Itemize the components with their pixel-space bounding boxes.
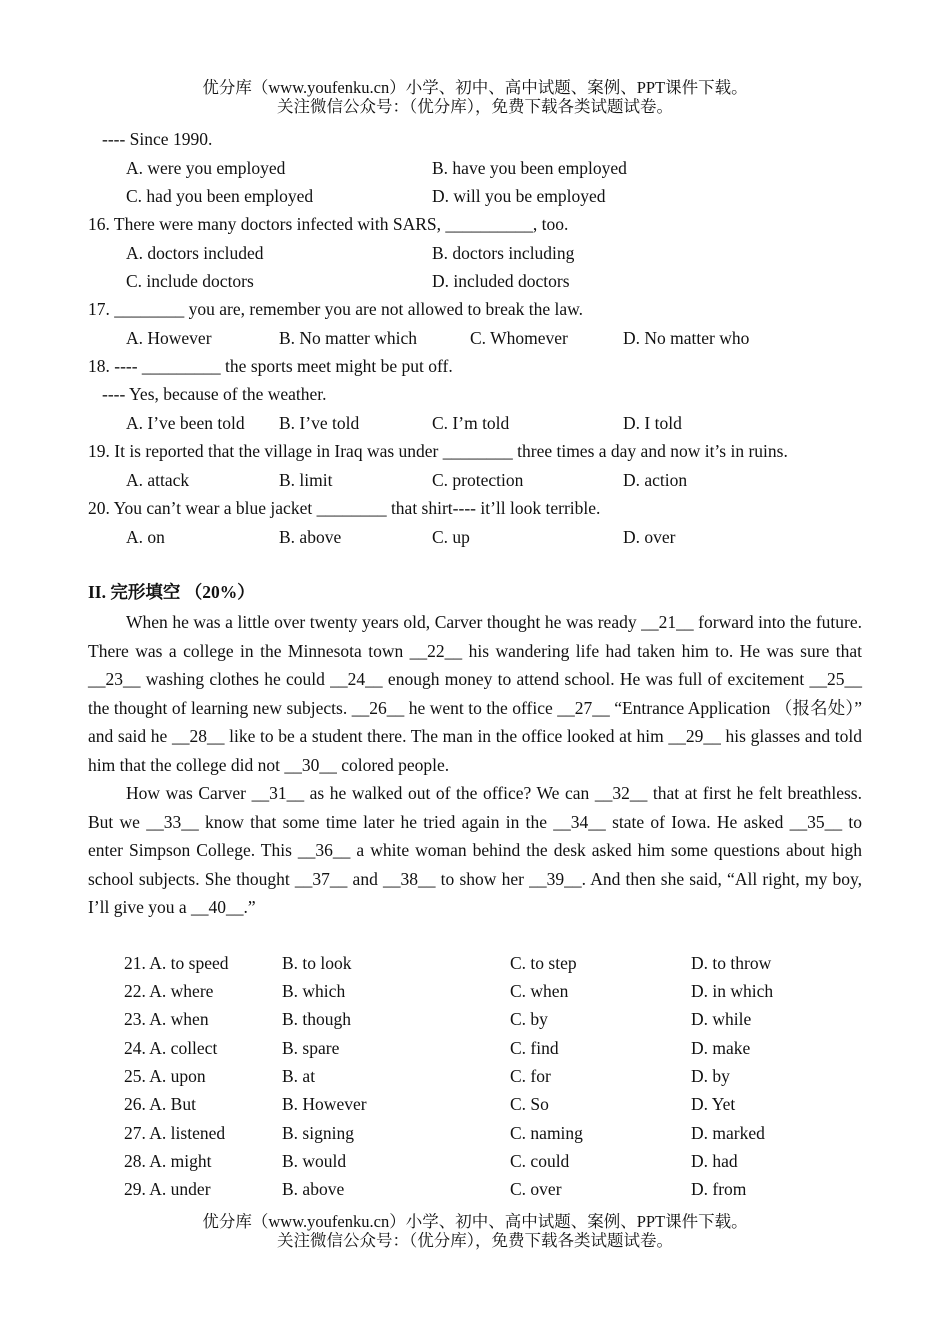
- q16-option-d: D. included doctors: [432, 271, 570, 291]
- q23-option-b: B. though: [282, 1009, 352, 1029]
- q28-option-a: 28. A. might: [124, 1151, 212, 1171]
- q25-option-d: D. by: [691, 1066, 730, 1086]
- cloze-paragraph-2: How was Carver __31__ as he walked out of the office? We can __32__ that at first he felt breathless. But we __33__ know that some time later he tried again in the __34__ state of Iowa. He asked __35__ to enter Simpson College. This __36__ a white woman behind the desk asked him some questions about high school subjects. She thought __37__ and __38__ to show her __39__. And then she said, “All right, my boy, I’ll give you a __40__.”: [88, 783, 862, 917]
- q17-option-b: B. No matter which: [279, 328, 418, 348]
- q15-option-d: D. will you be employed: [432, 186, 606, 206]
- cloze-paragraph-1: When he was a little over twenty years old, Carver thought he was ready __21__ forward into the future. There was a college in the Minnesota town __22__ his wandering life had taken him to. He was sure that __23__ washing clothes he could __24__ enough money to attend school. He was full of excitement __25__ the thought of learning new subjects. __26__ he went to the office __27__ “Entrance Application （报名处）” and said he __28__ like to be a student there. The man in the office looked at him __29__ his glasses and told him that the college did not __30__ colored people.: [88, 612, 862, 775]
- q26-option-c: C. So: [510, 1094, 549, 1114]
- q16-option-a: A. doctors included: [126, 243, 264, 263]
- q18-stem: 18. ---- _________ the sports meet might be put off.: [88, 356, 453, 376]
- q19-option-b: B. limit: [279, 470, 333, 490]
- q29-option-a: 29. A. under: [124, 1179, 211, 1199]
- q21-option-b: B. to look: [282, 953, 352, 973]
- q22-option-b: B. which: [282, 981, 346, 1001]
- q23-option-d: D. while: [691, 1009, 752, 1029]
- q17-stem: 17. ________ you are, remember you are not allowed to break the law.: [88, 299, 584, 319]
- q18-option-d: D. I told: [623, 413, 682, 433]
- q27-option-b: B. signing: [282, 1123, 354, 1143]
- q24-option-d: D. make: [691, 1038, 751, 1058]
- q20-option-b: B. above: [279, 527, 342, 547]
- q22-option-a: 22. A. where: [124, 981, 214, 1001]
- q21-option-c: C. to step: [510, 953, 577, 973]
- q19-option-c: C. protection: [432, 470, 524, 490]
- q18-option-c: C. I’m told: [432, 413, 510, 433]
- q26-option-d: D. Yet: [691, 1094, 736, 1114]
- q17-option-c: C. Whomever: [470, 328, 568, 348]
- q24-option-b: B. spare: [282, 1038, 340, 1058]
- q20-option-a: A. on: [126, 527, 165, 547]
- q19-stem: 19. It is reported that the village in Iraq was under ________ three times a day and now it’s in ruins.: [88, 441, 788, 461]
- q29-option-b: B. above: [282, 1179, 345, 1199]
- q21-option-d: D. to throw: [691, 953, 772, 973]
- q25-option-b: B. at: [282, 1066, 316, 1086]
- header-line-2: 关注微信公众号：（优分库），免费下载各类试题试卷。: [277, 97, 673, 116]
- q20-option-c: C. up: [432, 527, 470, 547]
- q28-option-c: C. could: [510, 1151, 570, 1171]
- section-title-cloze: II. 完形填空 （20%）: [88, 582, 255, 602]
- q22-option-c: C. when: [510, 981, 569, 1001]
- q16-option-c: C. include doctors: [126, 271, 254, 291]
- q26-option-b: B. However: [282, 1094, 367, 1114]
- q19-option-a: A. attack: [126, 470, 190, 490]
- cloze-passage: [88, 608, 862, 922]
- q17-option-d: D. No matter who: [623, 328, 750, 348]
- q16-stem: 16. There were many doctors infected with SARS, __________, too.: [88, 214, 569, 234]
- q23-option-c: C. by: [510, 1009, 548, 1029]
- q18-answer-line: ---- Yes, because of the weather.: [102, 384, 327, 404]
- q28-option-d: D. had: [691, 1151, 738, 1171]
- q27-option-a: 27. A. listened: [124, 1123, 226, 1143]
- q21-option-a: 21. A. to speed: [124, 953, 229, 973]
- q16-option-b: B. doctors including: [432, 243, 575, 263]
- q29-option-c: C. over: [510, 1179, 562, 1199]
- q15-option-a: A. were you employed: [126, 158, 286, 178]
- footer-line-1: 优分库（www.youfenku.cn）小学、初中、高中试题、案例、PPT课件下载。: [202, 1212, 748, 1231]
- q24-option-c: C. find: [510, 1038, 559, 1058]
- q20-option-d: D. over: [623, 527, 676, 547]
- q15-answer-line: ---- Since 1990.: [102, 129, 213, 149]
- q18-option-a: A. I’ve been told: [126, 413, 245, 433]
- q27-option-d: D. marked: [691, 1123, 765, 1143]
- q18-option-b: B. I’ve told: [279, 413, 360, 433]
- q25-option-c: C. for: [510, 1066, 551, 1086]
- q17-option-a: A. However: [126, 328, 212, 348]
- q22-option-d: D. in which: [691, 981, 774, 1001]
- footer-line-2: 关注微信公众号：（优分库），免费下载各类试题试卷。: [277, 1231, 673, 1250]
- q15-option-b: B. have you been employed: [432, 158, 627, 178]
- q24-option-a: 24. A. collect: [124, 1038, 218, 1058]
- q23-option-a: 23. A. when: [124, 1009, 209, 1029]
- q15-option-c: C. had you been employed: [126, 186, 314, 206]
- q20-stem: 20. You can’t wear a blue jacket ________ that shirt---- it’ll look terrible.: [88, 498, 601, 518]
- q27-option-c: C. naming: [510, 1123, 583, 1143]
- header-line-1: 优分库（www.youfenku.cn）小学、初中、高中试题、案例、PPT课件下载。: [202, 78, 748, 97]
- q19-option-d: D. action: [623, 470, 688, 490]
- q26-option-a: 26. A. But: [124, 1094, 196, 1114]
- q25-option-a: 25. A. upon: [124, 1066, 206, 1086]
- q29-option-d: D. from: [691, 1179, 747, 1199]
- q28-option-b: B. would: [282, 1151, 347, 1171]
